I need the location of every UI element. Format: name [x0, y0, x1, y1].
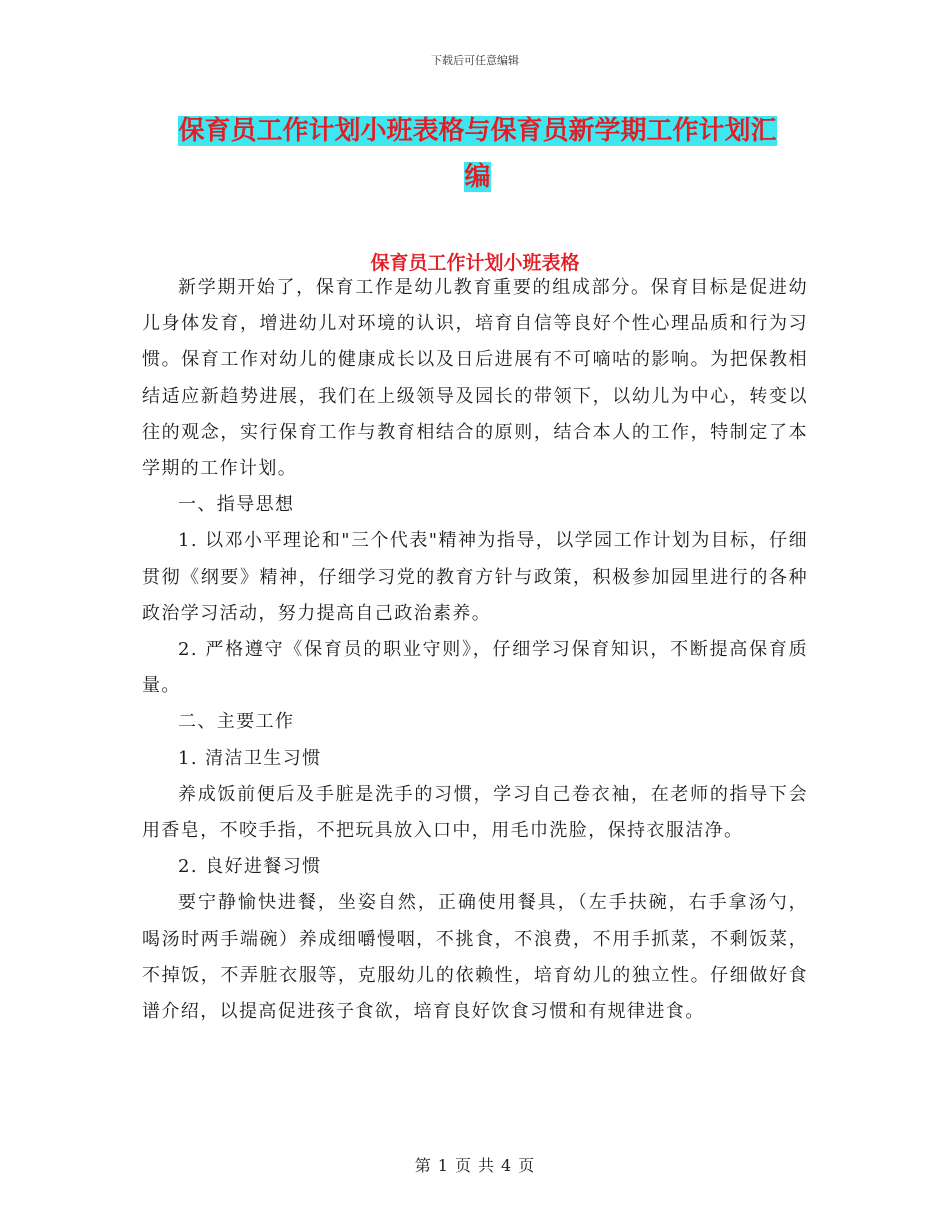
page-header: 下载后可任意编辑: [431, 54, 519, 67]
title-line-1: 保育员工作计划小班表格与保育员新学期工作计划汇: [178, 116, 777, 146]
footer-page-number: 1: [437, 1156, 449, 1175]
intro-paragraph: 新学期开始了，保育工作是幼儿教育重要的组成部分。保育目标是促进幼儿身体发育，增进幼儿对环境的认识，培育自信等良好个性心理品质和行为习惯。保育工作对幼儿的健康成长以及日后进展有不可嘀咕的影响。为把保教相结适应新趋势进展，我们在上级领导及园长的带领下，以幼儿为中心，转变以往的观念，实行保育工作与教育相结合的原则，结合本人的工作，特制定了本学期的工作计划。: [142, 277, 808, 480]
heading-guiding-thought: 一、指导思想: [178, 494, 295, 516]
document-body: [142, 270, 808, 1030]
work-item-1-title: 1. 清洁卫生习惯: [178, 747, 322, 769]
footer-mid: 页 共: [454, 1156, 496, 1175]
work-item-2-title: 2. 良好进餐习惯: [178, 856, 322, 878]
section-title: 保育员工作计划小班表格: [370, 252, 580, 274]
guiding-item-2: 2. 严格遵守《保育员的职业守则》，仔细学习保育知识，不断提高保育质量。: [142, 639, 808, 697]
heading-main-work: 二、主要工作: [178, 711, 295, 733]
document-title: [140, 108, 815, 200]
footer-total-pages: 4: [501, 1156, 513, 1175]
work-item-2-body: 要宁静愉快进餐，坐姿自然，正确使用餐具，（左手扶碗，右手拿汤勺，喝汤时两手端碗）养成细嚼慢咽，不挑食，不浪费，不用手抓菜，不剩饭菜，不掉饭，不弄脏衣服等，克服幼儿的依赖性，培育幼儿的独立性。仔细做好食谱介绍，以提高促进孩子食欲，培育良好饮食习惯和有规律进食。: [142, 892, 808, 1023]
title-line-2: 编: [464, 162, 491, 192]
work-item-1-body: 养成饭前便后及手脏是洗手的习惯，学习自己卷衣袖，在老师的指导下会用香皂，不咬手指，不把玩具放入口中，用毛巾洗脸，保持衣服洁净。: [142, 783, 808, 842]
footer-prefix: 第: [414, 1156, 432, 1175]
guiding-item-1: 1. 以邓小平理论和"三个代表"精神为指导，以学园工作计划为目标，仔细贯彻《纲要》精神，仔细学习党的教育方针与政策，积极参加园里进行的各种政治学习活动，努力提高自己政治素养。: [142, 530, 808, 624]
footer-suffix: 页: [518, 1156, 536, 1175]
page-footer: [0, 1153, 950, 1176]
